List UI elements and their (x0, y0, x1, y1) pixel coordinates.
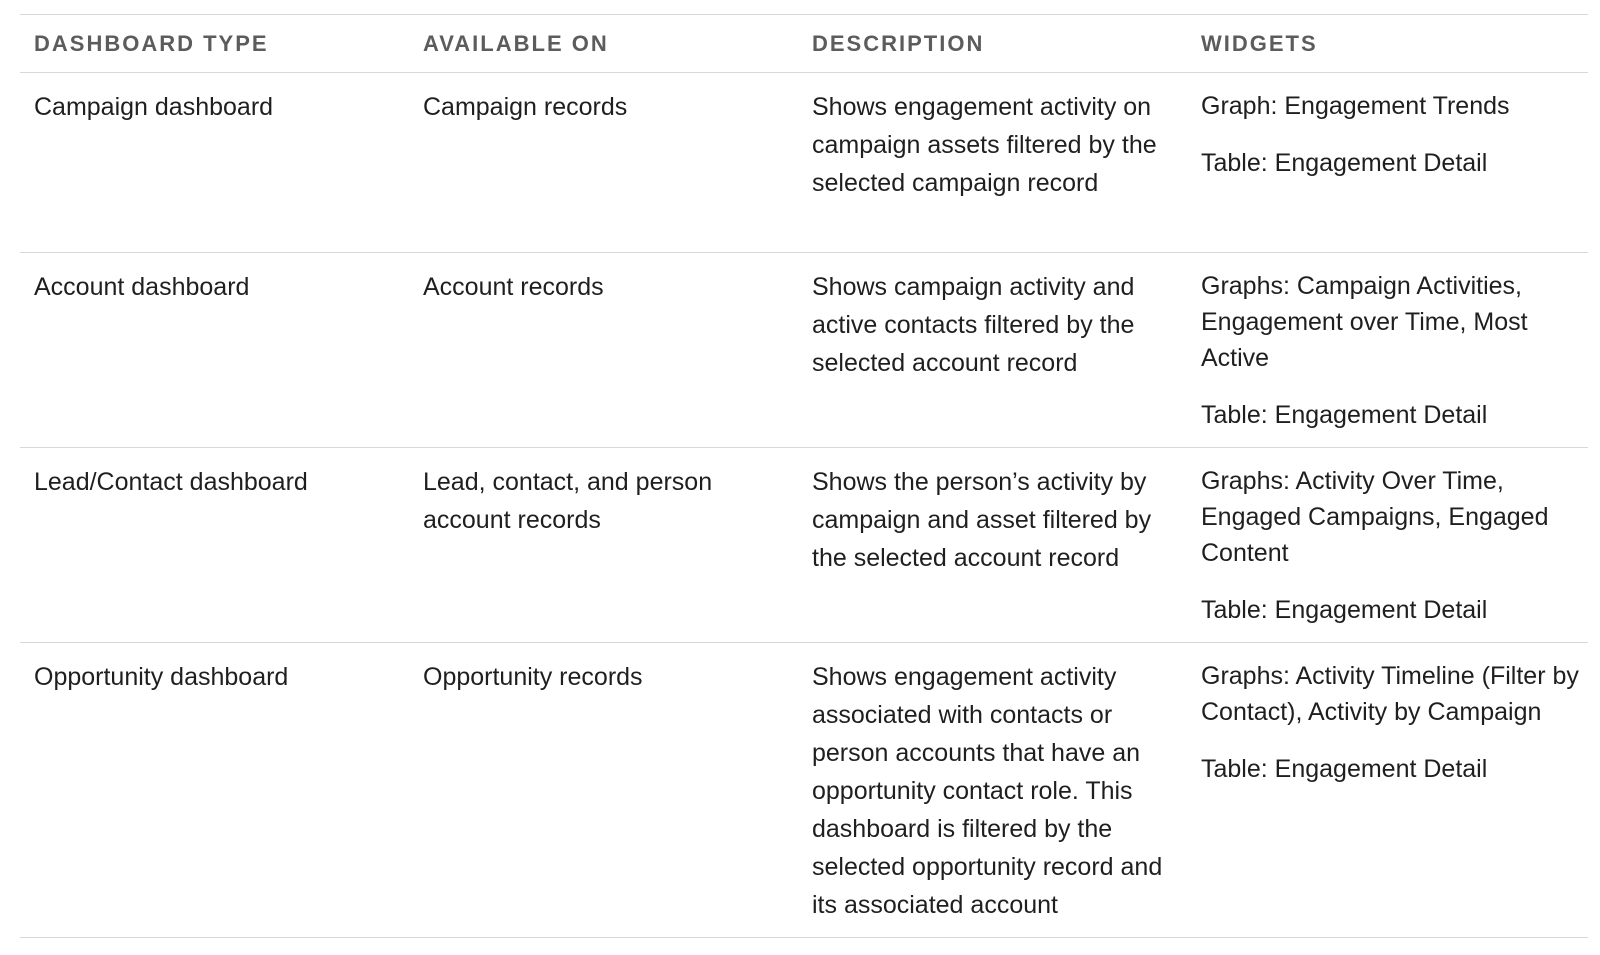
widget-entry: Graphs: Campaign Activities, Engagement over Time, Most Active (1201, 272, 1528, 372)
cell-widgets (1187, 643, 1588, 938)
column-header-dashboard-type: DASHBOARD TYPE (34, 30, 269, 56)
table-header (20, 15, 1588, 73)
cell-description: Shows engagement activity on campaign assets filtered by the selected campaign record (812, 93, 1157, 197)
table-row (20, 73, 1588, 253)
cell-available-on: Account records (423, 273, 604, 301)
cell-available-on: Opportunity records (423, 663, 643, 691)
widget-entry: Table: Engagement Detail (1201, 149, 1488, 177)
cell-widgets (1187, 448, 1588, 643)
cell-description: Shows the person’s activity by campaign and asset filtered by the selected account record (812, 468, 1152, 572)
cell-dashboard-type: Campaign dashboard (34, 93, 274, 121)
column-header-available-on: AVAILABLE ON (423, 30, 609, 56)
dashboard-types-table (20, 14, 1588, 938)
cell-dashboard-type: Lead/Contact dashboard (34, 468, 308, 496)
cell-available-on: Campaign records (423, 93, 628, 121)
table-row (20, 253, 1588, 448)
widget-entry: Graph: Engagement Trends (1201, 92, 1510, 120)
cell-available-on: Lead, contact, and person account records (423, 468, 713, 534)
widget-entry: Graphs: Activity Timeline (Filter by Contact), Activity by Campaign (1201, 662, 1579, 726)
table-body (20, 73, 1588, 938)
table-row (20, 448, 1588, 643)
header-row (20, 15, 1588, 73)
cell-widgets (1187, 73, 1588, 253)
table-row (20, 643, 1588, 938)
dashboard-types-table-container (20, 14, 1588, 938)
widget-entry: Table: Engagement Detail (1201, 596, 1488, 624)
cell-dashboard-type: Account dashboard (34, 273, 250, 301)
cell-dashboard-type: Opportunity dashboard (34, 663, 289, 691)
column-header-description: DESCRIPTION (812, 30, 985, 56)
widget-entry: Table: Engagement Detail (1201, 755, 1488, 783)
widget-entry: Graphs: Activity Over Time, Engaged Campaigns, Engaged Content (1201, 467, 1549, 567)
cell-description: Shows campaign activity and active contacts filtered by the selected account record (812, 273, 1135, 377)
cell-widgets (1187, 253, 1588, 448)
column-header-widgets: WIDGETS (1201, 30, 1318, 56)
cell-description: Shows engagement activity associated with contacts or person accounts that have an opportunity contact role. This dashboard is filtered by the selected opportunity record and its associated account (812, 663, 1163, 919)
widget-entry: Table: Engagement Detail (1201, 401, 1488, 429)
